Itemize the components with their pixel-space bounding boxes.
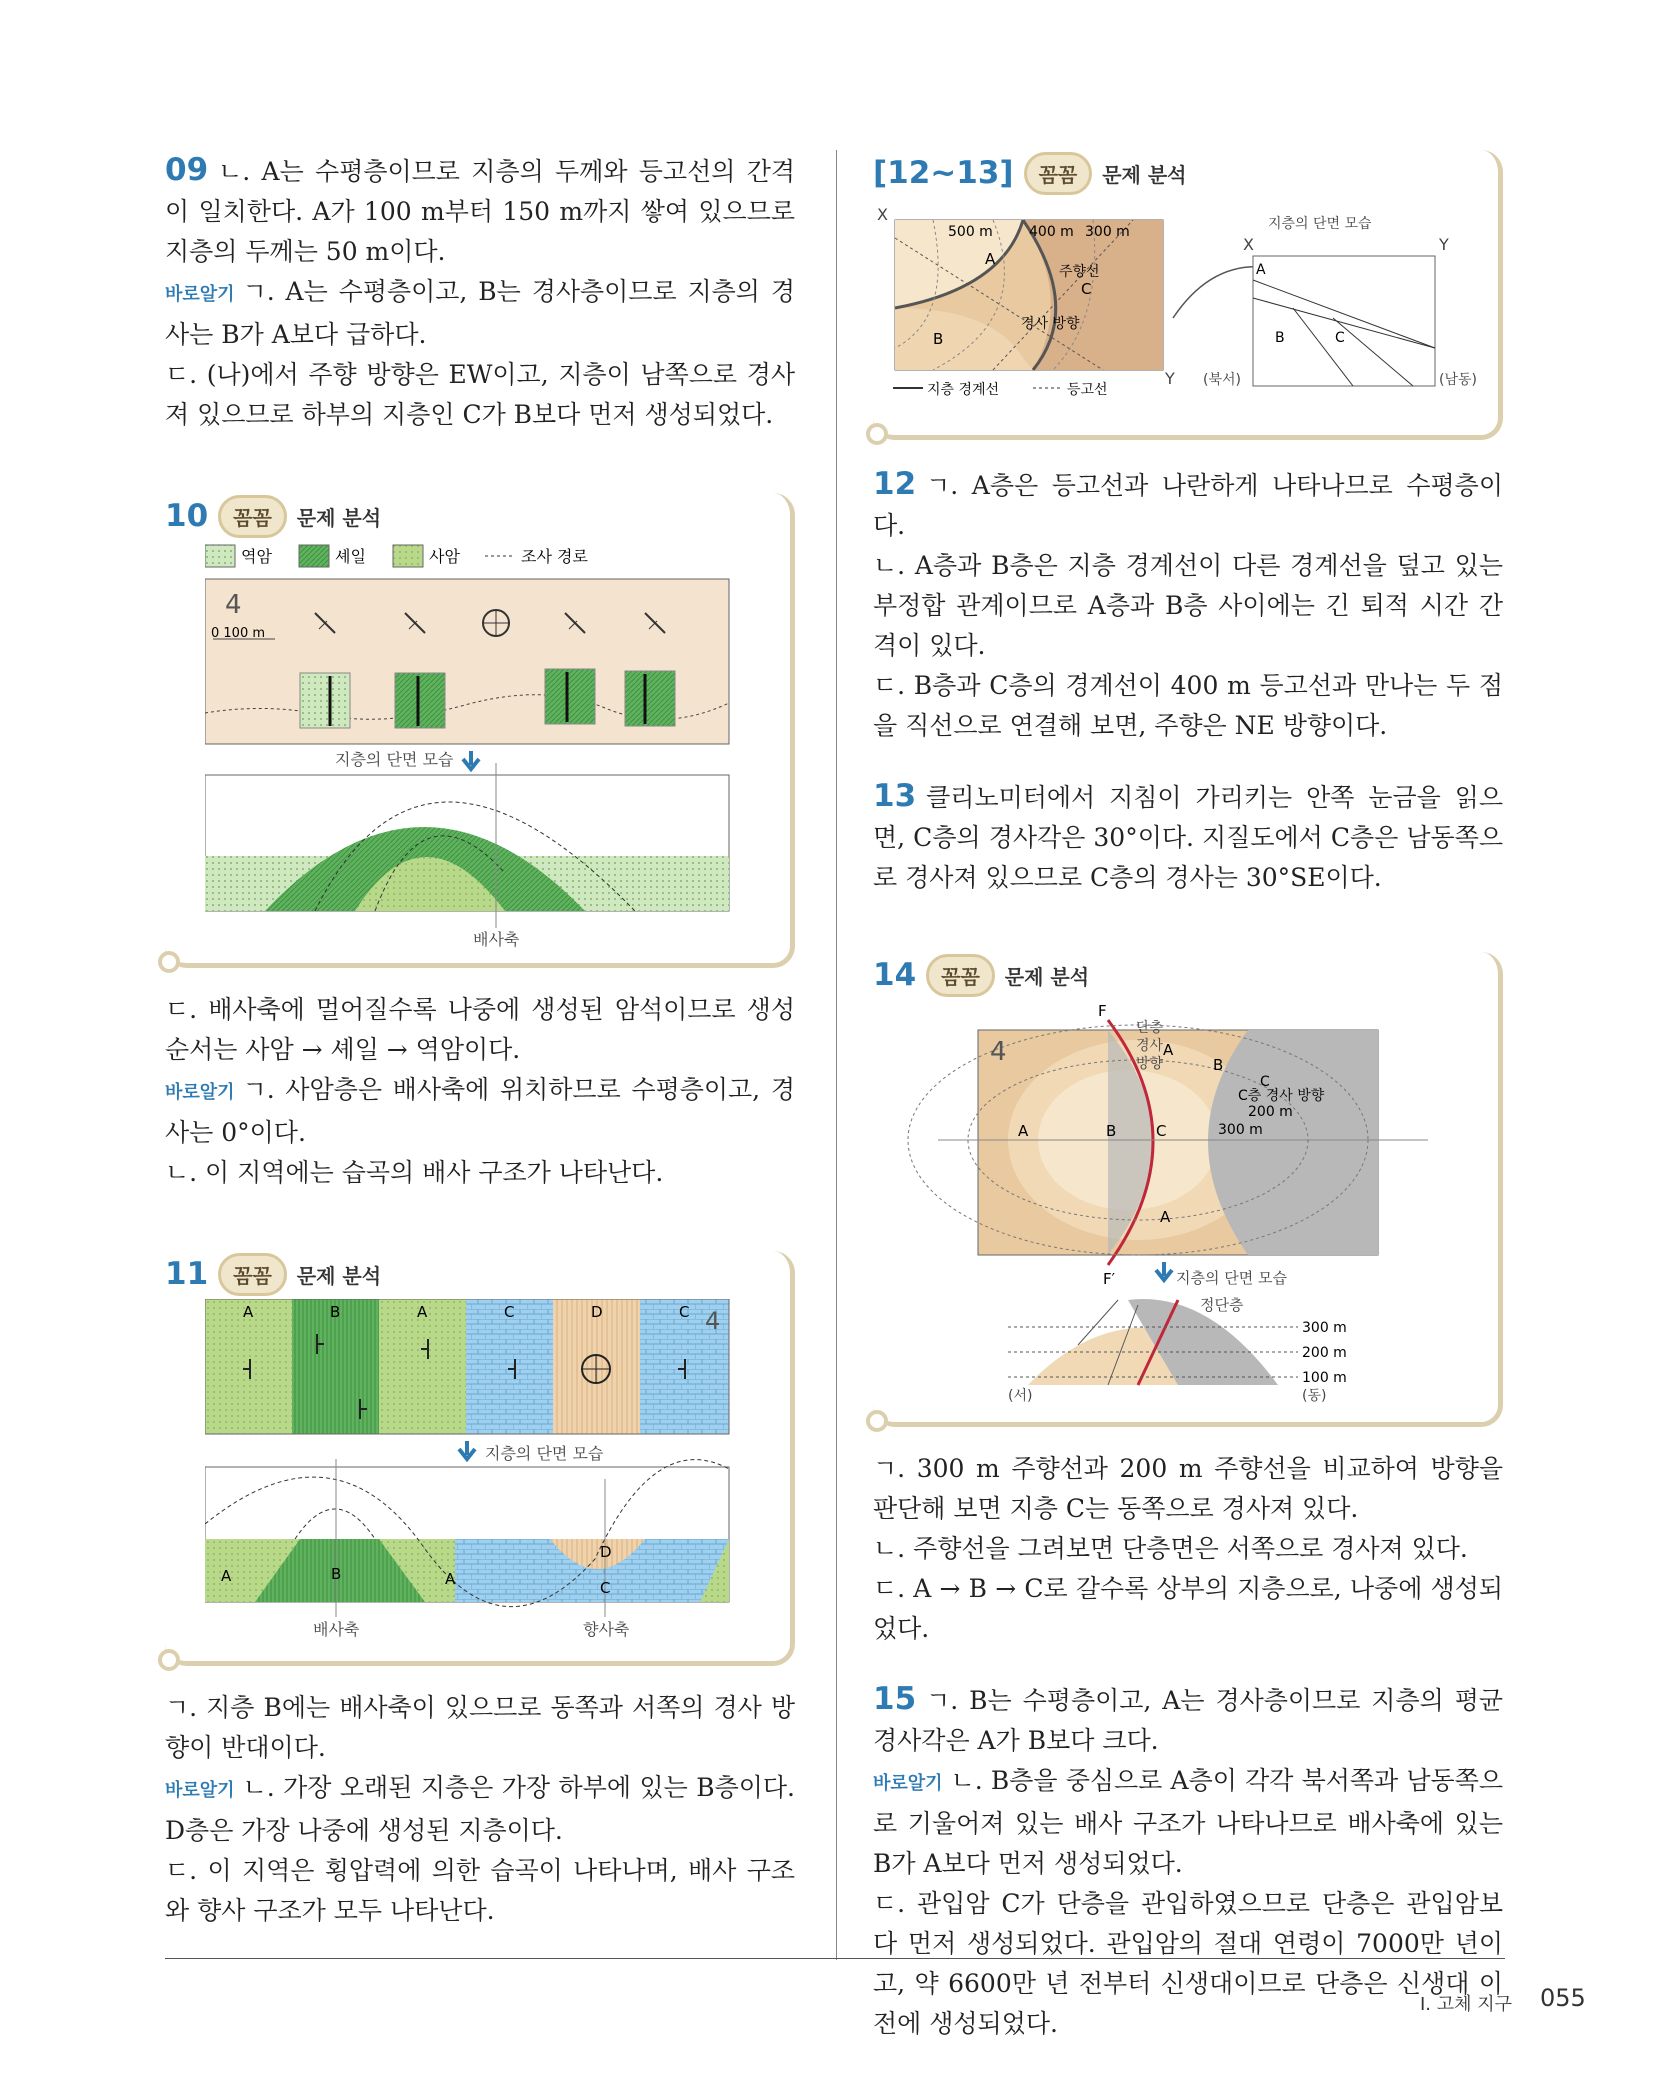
answer-text: ㄱ. A층은 등고선과 나란하게 나타나므로 수평층이다.: [873, 471, 1503, 540]
answer-11: [165, 1688, 795, 1931]
section-label: A: [1256, 262, 1266, 278]
map-label: 경사 방향: [1021, 316, 1080, 332]
map-label: 주향선: [1059, 264, 1100, 280]
map-label: 300 m: [1218, 1122, 1263, 1138]
map-label: A: [1160, 1208, 1171, 1226]
question-number: 12: [873, 466, 917, 502]
analysis-box-12-13: [873, 150, 1503, 440]
question-number: 13: [873, 778, 917, 814]
answer-12: [873, 464, 1503, 746]
map-label: A: [1018, 1122, 1029, 1140]
box-ring: [866, 423, 888, 445]
answer-text: ㄱ. 300 m 주향선과 200 m 주향선을 비교하여 방향을 판단해 보면 지층 C는 동쪽으로 경사져 있다.: [873, 1454, 1503, 1523]
baro-tag: 바로알기: [165, 1780, 235, 1801]
answer-text: ㄴ. A층과 B층은 지층 경계선이 다른 경계선을 덮고 있는 부정합 관계이므로 A층과 B층 사이에는 긴 퇴적 시간 간격이 있다.: [873, 551, 1503, 660]
map-label: 400 m: [1029, 224, 1074, 240]
column-divider: [836, 150, 837, 1960]
legend-label: 지층 경계선: [927, 382, 1000, 398]
section-letter: C: [600, 1579, 611, 1597]
box-label: 문제 분석: [296, 1263, 382, 1288]
answer-text: ㄱ. 사암층은 배사축에 위치하므로 수평층이고, 경사는 0°이다.: [165, 1075, 795, 1147]
strip-label: C: [504, 1303, 515, 1321]
elevation-label: 300 m: [1302, 1320, 1347, 1336]
section-label: 지층의 단면 모습: [1176, 1269, 1287, 1287]
analysis-box-14: [873, 952, 1503, 1427]
legend-label: 역암: [241, 547, 272, 566]
map-label: X: [877, 205, 888, 224]
right-column: [873, 150, 1503, 2044]
strip-label: B: [330, 1303, 341, 1321]
anticline-axis-label: 배사축: [313, 1620, 360, 1639]
strip-label: A: [243, 1303, 254, 1321]
baro-tag: 바로알기: [165, 1082, 235, 1103]
map-label: B: [933, 330, 944, 348]
left-column: [165, 150, 795, 1931]
legend-label: 등고선: [1067, 382, 1108, 398]
section-letter: D: [600, 1543, 612, 1561]
section-label: B: [1275, 330, 1285, 346]
elevation-label: 100 m: [1302, 1370, 1347, 1386]
box-ring: [158, 1649, 180, 1671]
syncline-axis-label: 향사축: [583, 1620, 630, 1639]
answer-text: ㄱ. A는 수평층이고, B는 경사층이므로 지층의 경사는 B가 A보다 급하다.: [165, 277, 795, 349]
answer-text: ㄴ. 가장 오래된 지층은 가장 하부에 있는 B층이다. D층은 가장 나중에 생성된 지층이다.: [165, 1773, 795, 1845]
section-letter: A: [221, 1567, 232, 1585]
strip-label: C: [679, 1303, 690, 1321]
legend-label: 사암: [429, 547, 460, 566]
answer-text: ㄷ. 이 지역은 횡압력에 의한 습곡이 나타나며, 배사 구조와 향사 구조가 모두 나타난다.: [165, 1856, 795, 1925]
section-label: 지층의 단면 모습: [485, 1444, 604, 1463]
baro-tag: 바로알기: [873, 1773, 943, 1794]
answer-text: ㄴ. 이 지역에는 습곡의 배사 구조가 나타난다.: [165, 1158, 664, 1187]
map-label: C층 경사 방향: [1238, 1088, 1325, 1104]
map-label: 500 m: [948, 224, 993, 240]
footer-rule: [165, 1958, 1505, 1959]
section-label: Y: [1439, 235, 1449, 254]
analysis-box-10: [165, 493, 795, 968]
geologic-map-12: [873, 198, 1498, 433]
strip-label: A: [417, 1303, 428, 1321]
direction-label: (동): [1302, 1388, 1327, 1404]
answer-text: ㄷ. A → B → C로 갈수록 상부의 지층으로, 나중에 생성되었다.: [873, 1574, 1503, 1643]
legend-label: 셰일: [335, 547, 366, 566]
section-label: (북서): [1203, 372, 1241, 388]
map-label: 경사: [1136, 1038, 1164, 1054]
legend-label: 조사 경로: [521, 547, 588, 566]
map-label: C: [1156, 1122, 1167, 1140]
map-label: 300 m: [1085, 224, 1130, 240]
map-label: A: [1163, 1041, 1174, 1059]
map-label: A: [985, 250, 996, 268]
answer-15: [873, 1679, 1503, 2044]
box-label: 문제 분석: [1102, 162, 1187, 187]
box-label: 문제 분석: [1004, 964, 1090, 989]
map-label: F′: [1103, 1270, 1116, 1288]
north-arrow-icon: 4: [225, 590, 242, 620]
answer-text: ㄴ. 주향선을 그려보면 단층면은 서쪽으로 경사져 있다.: [873, 1534, 1468, 1563]
map-label: 200 m: [1248, 1104, 1293, 1120]
direction-label: (서): [1008, 1388, 1033, 1404]
answer-text: ㄷ. (나)에서 주향 방향은 EW이고, 지층이 남쪽으로 경사져 있으므로 하부의 지층인 C가 B보다 먼저 생성되었다.: [165, 360, 795, 429]
answer-text: ㄴ. B층을 중심으로 A층이 각각 북서쪽과 남동쪽으로 기울어져 있는 배사 구조가 나타나므로 배사축에 있는 B가 A보다 먼저 생성되었다.: [873, 1766, 1503, 1878]
map-label: Y: [1165, 369, 1175, 388]
fold-strip-diagram: [205, 1299, 805, 1659]
answer-text: ㄴ. A는 수평층이므로 지층의 두께와 등고선의 간격이 일치한다. A가 100 m부터 150 m까지 쌓여 있으므로 지층의 두께는 50 m이다.: [165, 157, 795, 266]
answer-text: ㄷ. B층과 C층의 경계선이 400 m 등고선과 만나는 두 점을 직선으로 연결해 보면, 주향은 NE 방향이다.: [873, 671, 1503, 740]
box-ring: [866, 1410, 888, 1432]
answer-text: ㄷ. 관입암 C가 단층을 관입하였으므로 단층은 관입암보다 먼저 생성되었다. 관입암의 절대 연령이 7000만 년이고, 약 6600만 년 전부터 신생대이므로 단층은 신생대 이전에 생성되었다.: [873, 1889, 1503, 2038]
answer-10: [165, 990, 795, 1193]
answer-text: 클리노미터에서 지침이 가리키는 안쪽 눈금을 읽으면, C층의 경사각은 30°이다. 지질도에서 C층은 남동쪽으로 경사져 있으므로 C층의 경사는 30°SE이다.: [873, 783, 1503, 892]
kkomkkom-badge: 꼼꼼: [926, 954, 995, 997]
box-label: 문제 분석: [296, 505, 382, 530]
section-label: X: [1243, 235, 1254, 254]
baro-tag: 바로알기: [165, 284, 235, 305]
question-number: 14: [873, 957, 917, 993]
page-number: 055: [1540, 1984, 1586, 2012]
strip-label: D: [591, 1303, 603, 1321]
question-number: 15: [873, 1681, 917, 1717]
question-number: 11: [165, 1256, 209, 1292]
answer-text: ㄱ. 지층 B에는 배사축이 있으므로 동쪽과 서쪽의 경사 방향이 반대이다.: [165, 1693, 795, 1762]
fold-diagram: [205, 543, 805, 953]
section-label: (남동): [1439, 372, 1477, 388]
map-label: F: [1098, 1002, 1107, 1020]
map-label: B: [1213, 1056, 1224, 1074]
scale-bar: 0 100 m: [211, 626, 266, 641]
question-number: [12~13]: [873, 155, 1014, 191]
answer-14: [873, 1449, 1503, 1649]
answer-text: ㄱ. B는 수평층이고, A는 경사층이므로 지층의 평균 경사각은 A가 B보다 크다.: [873, 1686, 1503, 1755]
map-label: C: [1081, 280, 1092, 298]
map-label: 방향: [1136, 1056, 1164, 1072]
kkomkkom-badge: 꼼꼼: [218, 1253, 287, 1296]
kkomkkom-badge: 꼼꼼: [1024, 152, 1093, 195]
map-label: 단층: [1136, 1020, 1164, 1036]
section-letter: B: [331, 1565, 342, 1583]
answer-13: [873, 776, 1503, 898]
kkomkkom-badge: 꼼꼼: [218, 495, 287, 538]
north-arrow-icon: 4: [990, 1037, 1007, 1067]
question-number: 10: [165, 498, 209, 534]
north-arrow-icon: 4: [705, 1307, 721, 1335]
analysis-box-11: [165, 1251, 795, 1666]
fault-diagram-14: [878, 1000, 1488, 1420]
fault-label: 정단층: [1200, 1296, 1244, 1314]
elevation-label: 200 m: [1302, 1345, 1347, 1361]
section-label: 지층의 단면 모습: [335, 750, 454, 769]
map-label: C: [1260, 1074, 1270, 1090]
question-number: 09: [165, 152, 209, 188]
chapter-label: I. 고체 지구: [1420, 1994, 1513, 2015]
answer-09: [165, 150, 795, 435]
section-label: C: [1335, 330, 1345, 346]
box-ring: [158, 951, 180, 973]
section-letter: A: [445, 1570, 456, 1588]
map-label: B: [1106, 1122, 1117, 1140]
answer-text: ㄷ. 배사축에 멀어질수록 나중에 생성된 암석이므로 생성 순서는 사암 → 셰일 → 역암이다.: [165, 995, 795, 1064]
anticline-axis-label: 배사축: [473, 930, 520, 949]
section-title: 지층의 단면 모습: [1268, 216, 1372, 232]
